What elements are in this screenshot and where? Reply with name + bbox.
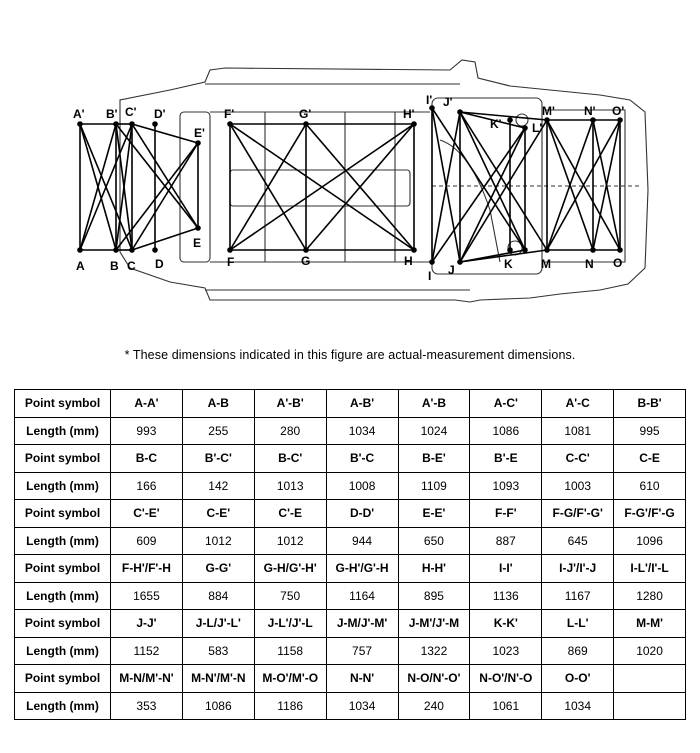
symbol-cell — [614, 665, 686, 693]
symbol-header-cell: Point symbol — [15, 610, 111, 638]
symbol-header-cell: Point symbol — [15, 390, 111, 418]
label-bprime: B' — [106, 107, 118, 121]
symbol-cell: J-L'/J'-L — [254, 610, 326, 638]
symbol-cell: G-H'/G'-H — [326, 555, 398, 583]
length-cell: 1093 — [470, 472, 542, 500]
symbol-cell: J-J' — [111, 610, 183, 638]
point-a-dot — [77, 247, 83, 253]
label-hprime: H' — [403, 107, 415, 121]
label-nprime: N' — [584, 104, 596, 118]
length-cell: 583 — [182, 637, 254, 665]
length-cell: 1003 — [542, 472, 614, 500]
symbol-cell: M-O'/M'-O — [254, 665, 326, 693]
length-cell: 1136 — [470, 582, 542, 610]
label-mprime: M' — [542, 104, 555, 118]
length-cell: 1034 — [326, 692, 398, 720]
label-aprime: A' — [73, 107, 85, 121]
label-k: K — [504, 257, 513, 271]
point-cprime-dot — [129, 121, 135, 127]
label-gprime: G' — [299, 107, 312, 121]
length-header-cell: Length (mm) — [15, 472, 111, 500]
point-kprime-dot — [507, 117, 513, 123]
symbol-cell: D-D' — [326, 500, 398, 528]
label-dprime: D' — [154, 107, 166, 121]
symbol-row — [15, 445, 686, 473]
symbol-cell: F-F' — [470, 500, 542, 528]
label-j: J — [448, 263, 455, 277]
symbol-row — [15, 500, 686, 528]
length-cell: 869 — [542, 637, 614, 665]
point-nprime-dot — [590, 117, 596, 123]
length-cell: 609 — [111, 527, 183, 555]
symbol-cell: M-N'/M'-N — [182, 665, 254, 693]
symbol-cell: C-C' — [542, 445, 614, 473]
symbol-cell: B-E' — [398, 445, 470, 473]
point-k-dot — [507, 247, 513, 253]
length-cell: 884 — [182, 582, 254, 610]
point-b-dot — [113, 247, 119, 253]
point-o-dot — [617, 247, 623, 253]
length-cell: 1020 — [614, 637, 686, 665]
length-cell: 1012 — [182, 527, 254, 555]
length-cell: 255 — [182, 417, 254, 445]
length-cell: 993 — [111, 417, 183, 445]
length-cell: 1034 — [326, 417, 398, 445]
label-iprime: I' — [426, 93, 433, 107]
symbol-row — [15, 610, 686, 638]
symbol-header-cell: Point symbol — [15, 555, 111, 583]
label-h: H — [404, 254, 413, 268]
symbol-cell: B-B' — [614, 390, 686, 418]
length-row — [15, 417, 686, 445]
symbol-cell: I-L'/I'-L — [614, 555, 686, 583]
symbol-cell: J-M/J'-M' — [326, 610, 398, 638]
length-cell: 1024 — [398, 417, 470, 445]
point-jprime-dot — [457, 109, 463, 115]
line-jprime-l — [460, 112, 525, 250]
length-cell: 1109 — [398, 472, 470, 500]
symbol-row — [15, 555, 686, 583]
symbol-cell: A-B — [182, 390, 254, 418]
label-d: D — [155, 257, 164, 271]
dimension-table — [14, 389, 686, 720]
symbol-cell: I-I' — [470, 555, 542, 583]
label-f: F — [227, 255, 235, 269]
length-row — [15, 527, 686, 555]
length-row — [15, 692, 686, 720]
length-cell: 1152 — [111, 637, 183, 665]
point-h-dot — [411, 247, 417, 253]
length-cell: 1061 — [470, 692, 542, 720]
symbol-cell: E-E' — [398, 500, 470, 528]
label-o: O — [613, 256, 623, 270]
length-cell — [614, 692, 686, 720]
label-g: G — [301, 254, 311, 268]
symbol-cell: C'-E — [254, 500, 326, 528]
length-cell: 757 — [326, 637, 398, 665]
point-j-dot — [457, 259, 463, 265]
point-e-dot — [195, 225, 201, 231]
symbol-row — [15, 390, 686, 418]
length-cell: 1164 — [326, 582, 398, 610]
label-oprime: O' — [612, 104, 625, 118]
length-cell: 944 — [326, 527, 398, 555]
underbody-diagram — [0, 0, 700, 340]
symbol-cell: H-H' — [398, 555, 470, 583]
symbol-header-cell: Point symbol — [15, 445, 111, 473]
point-eprime-dot — [195, 140, 201, 146]
length-cell: 650 — [398, 527, 470, 555]
length-cell: 1008 — [326, 472, 398, 500]
point-m-dot — [544, 247, 550, 253]
spare-well — [516, 114, 528, 126]
point-bprime-dot — [113, 121, 119, 127]
symbol-cell: M-M' — [614, 610, 686, 638]
length-cell: 887 — [470, 527, 542, 555]
label-eprime: E' — [194, 126, 205, 140]
line-j-lprime — [460, 128, 525, 262]
symbol-cell: G-H/G'-H' — [254, 555, 326, 583]
point-n-dot — [590, 247, 596, 253]
symbol-cell: I-J'/I'-J — [542, 555, 614, 583]
line-c-eprime — [132, 143, 198, 250]
length-cell: 1081 — [542, 417, 614, 445]
length-cell: 1655 — [111, 582, 183, 610]
symbol-cell: L-L' — [542, 610, 614, 638]
length-cell: 1322 — [398, 637, 470, 665]
symbol-cell: N-O'/N'-O — [470, 665, 542, 693]
length-cell: 1086 — [470, 417, 542, 445]
length-cell: 610 — [614, 472, 686, 500]
label-jprime: J' — [443, 95, 453, 109]
symbol-cell: N-N' — [326, 665, 398, 693]
length-cell: 645 — [542, 527, 614, 555]
symbol-cell: F-G/F'-G' — [542, 500, 614, 528]
symbol-header-cell: Point symbol — [15, 665, 111, 693]
symbol-cell: B'-C — [326, 445, 398, 473]
label-c: C — [127, 259, 136, 273]
length-cell: 1023 — [470, 637, 542, 665]
line-c-e — [132, 228, 198, 250]
symbol-header-cell: Point symbol — [15, 500, 111, 528]
symbol-cell: B'-E — [470, 445, 542, 473]
symbol-cell: B'-C' — [182, 445, 254, 473]
symbol-cell: J-M'/J'-M — [398, 610, 470, 638]
length-cell: 1013 — [254, 472, 326, 500]
length-cell: 995 — [614, 417, 686, 445]
symbol-cell: J-L/J'-L' — [182, 610, 254, 638]
point-aprime-dot — [77, 121, 83, 127]
point-d-dot — [152, 247, 158, 253]
symbol-cell: A-A' — [111, 390, 183, 418]
symbol-cell: A'-B — [398, 390, 470, 418]
symbol-cell: A'-C — [542, 390, 614, 418]
length-cell: 1167 — [542, 582, 614, 610]
symbol-cell: M-N/M'-N' — [111, 665, 183, 693]
symbol-cell: B-C' — [254, 445, 326, 473]
symbol-cell: F-H'/F'-H — [111, 555, 183, 583]
label-fprime: F' — [224, 107, 235, 121]
length-cell: 1012 — [254, 527, 326, 555]
point-i-dot — [429, 259, 435, 265]
point-hprime-dot — [411, 121, 417, 127]
point-c-dot — [129, 247, 135, 253]
symbol-cell: F-G'/F'-G — [614, 500, 686, 528]
symbol-cell: B-C — [111, 445, 183, 473]
length-row — [15, 472, 686, 500]
measurement-note: * These dimensions indicated in this figure are actual-measurement dimensions. — [124, 348, 576, 362]
point-l-dot — [522, 247, 528, 253]
length-cell: 280 — [254, 417, 326, 445]
symbol-cell: G-G' — [182, 555, 254, 583]
length-row — [15, 582, 686, 610]
point-g-dot — [303, 247, 309, 253]
length-cell: 895 — [398, 582, 470, 610]
length-cell: 166 — [111, 472, 183, 500]
length-cell: 1086 — [182, 692, 254, 720]
point-dprime-dot — [152, 121, 158, 127]
point-lprime-dot — [522, 125, 528, 131]
symbol-cell: O-O' — [542, 665, 614, 693]
length-cell: 750 — [254, 582, 326, 610]
length-cell: 353 — [111, 692, 183, 720]
length-cell: 1096 — [614, 527, 686, 555]
label-e: E — [193, 236, 202, 250]
length-header-cell: Length (mm) — [15, 527, 111, 555]
label-b: B — [110, 259, 119, 273]
point-f-dot — [227, 247, 233, 253]
symbol-cell: C'-E' — [111, 500, 183, 528]
label-m: M — [541, 257, 551, 271]
symbol-cell: C-E' — [182, 500, 254, 528]
label-lprime: L' — [532, 121, 543, 135]
label-kprime: K' — [490, 117, 502, 131]
length-cell: 240 — [398, 692, 470, 720]
symbol-cell: A-C' — [470, 390, 542, 418]
label-a: A — [76, 259, 85, 273]
symbol-cell: C-E — [614, 445, 686, 473]
symbol-cell: K-K' — [470, 610, 542, 638]
point-fprime-dot — [227, 121, 233, 127]
label-n: N — [585, 257, 594, 271]
point-mprime-dot — [544, 117, 550, 123]
point-gprime-dot — [303, 121, 309, 127]
length-cell: 1186 — [254, 692, 326, 720]
point-oprime-dot — [617, 117, 623, 123]
length-header-cell: Length (mm) — [15, 692, 111, 720]
length-row — [15, 637, 686, 665]
symbol-cell: A'-B' — [254, 390, 326, 418]
symbol-cell: N-O/N'-O' — [398, 665, 470, 693]
label-i: I — [428, 269, 432, 283]
length-header-cell: Length (mm) — [15, 637, 111, 665]
length-cell: 142 — [182, 472, 254, 500]
length-cell: 1034 — [542, 692, 614, 720]
symbol-cell: A-B' — [326, 390, 398, 418]
length-header-cell: Length (mm) — [15, 582, 111, 610]
symbol-row — [15, 665, 686, 693]
length-header-cell: Length (mm) — [15, 417, 111, 445]
length-cell: 1280 — [614, 582, 686, 610]
length-cell: 1158 — [254, 637, 326, 665]
label-cprime: C' — [125, 105, 137, 119]
